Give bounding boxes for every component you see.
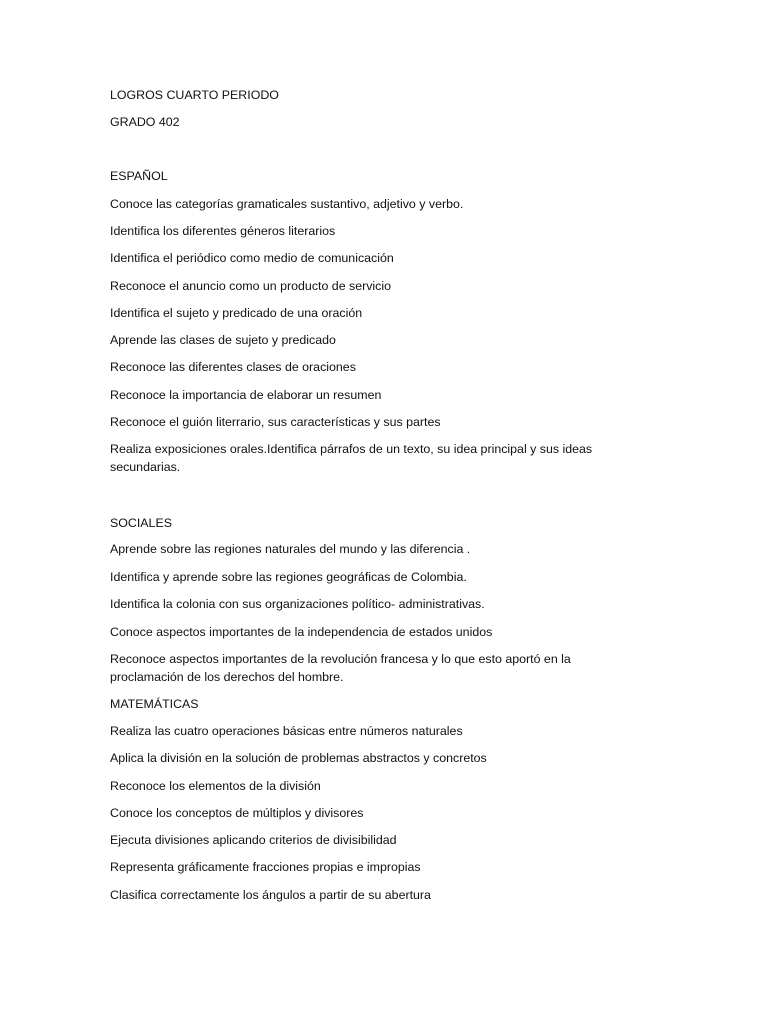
espanol-item: Identifica los diferentes géneros literarios bbox=[110, 224, 336, 238]
sociales-item: Identifica la colonia con sus organizaciones político- administrativas. bbox=[110, 597, 485, 611]
document-title: LOGROS CUARTO PERIODO bbox=[110, 88, 279, 102]
espanol-item: Conoce las categorías gramaticales sustantivo, adjetivo y verbo. bbox=[110, 197, 464, 211]
espanol-item: Reconoce el guión literrario, sus características y sus partes bbox=[110, 415, 441, 429]
espanol-item: Reconoce la importancia de elaborar un resumen bbox=[110, 388, 382, 402]
matematicas-item: Clasifica correctamente los ángulos a partir de su abertura bbox=[110, 888, 431, 902]
espanol-item: Realiza exposiciones orales.Identifica párrafos de un texto, su idea principal y sus ideas secundarias. bbox=[110, 442, 593, 474]
grade-label: GRADO 402 bbox=[110, 115, 180, 129]
matematicas-item: Ejecuta divisiones aplicando criterios de divisibilidad bbox=[110, 833, 397, 847]
section-heading-sociales: SOCIALES bbox=[110, 516, 172, 530]
sociales-item: Conoce aspectos importantes de la independencia de estados unidos bbox=[110, 625, 493, 639]
espanol-item: Identifica el periódico como medio de comunicación bbox=[110, 251, 394, 265]
matematicas-item: Representa gráficamente fracciones propias e impropias bbox=[110, 860, 421, 874]
espanol-item: Reconoce las diferentes clases de oraciones bbox=[110, 360, 356, 374]
section-heading-espanol: ESPAÑOL bbox=[110, 169, 168, 183]
matematicas-item: Aplica la división en la solución de problemas abstractos y concretos bbox=[110, 751, 487, 765]
sociales-item: Aprende sobre las regiones naturales del mundo y las diferencia . bbox=[110, 542, 471, 556]
espanol-item: Aprende las clases de sujeto y predicado bbox=[110, 333, 336, 347]
sociales-item: Reconoce aspectos importantes de la revolución francesa y lo que esto aportó en la proclamación de los derechos del hombre. bbox=[110, 652, 571, 684]
sociales-item: Identifica y aprende sobre las regiones geográficas de Colombia. bbox=[110, 570, 467, 584]
matematicas-item: Conoce los conceptos de múltiplos y divisores bbox=[110, 806, 364, 820]
matematicas-item: Reconoce los elementos de la división bbox=[110, 779, 321, 793]
espanol-item: Reconoce el anuncio como un producto de servicio bbox=[110, 279, 392, 293]
section-heading-matematicas: MATEMÁTICAS bbox=[110, 697, 199, 711]
matematicas-item: Realiza las cuatro operaciones básicas entre números naturales bbox=[110, 724, 463, 738]
espanol-item: Identifica el sujeto y predicado de una oración bbox=[110, 306, 363, 320]
